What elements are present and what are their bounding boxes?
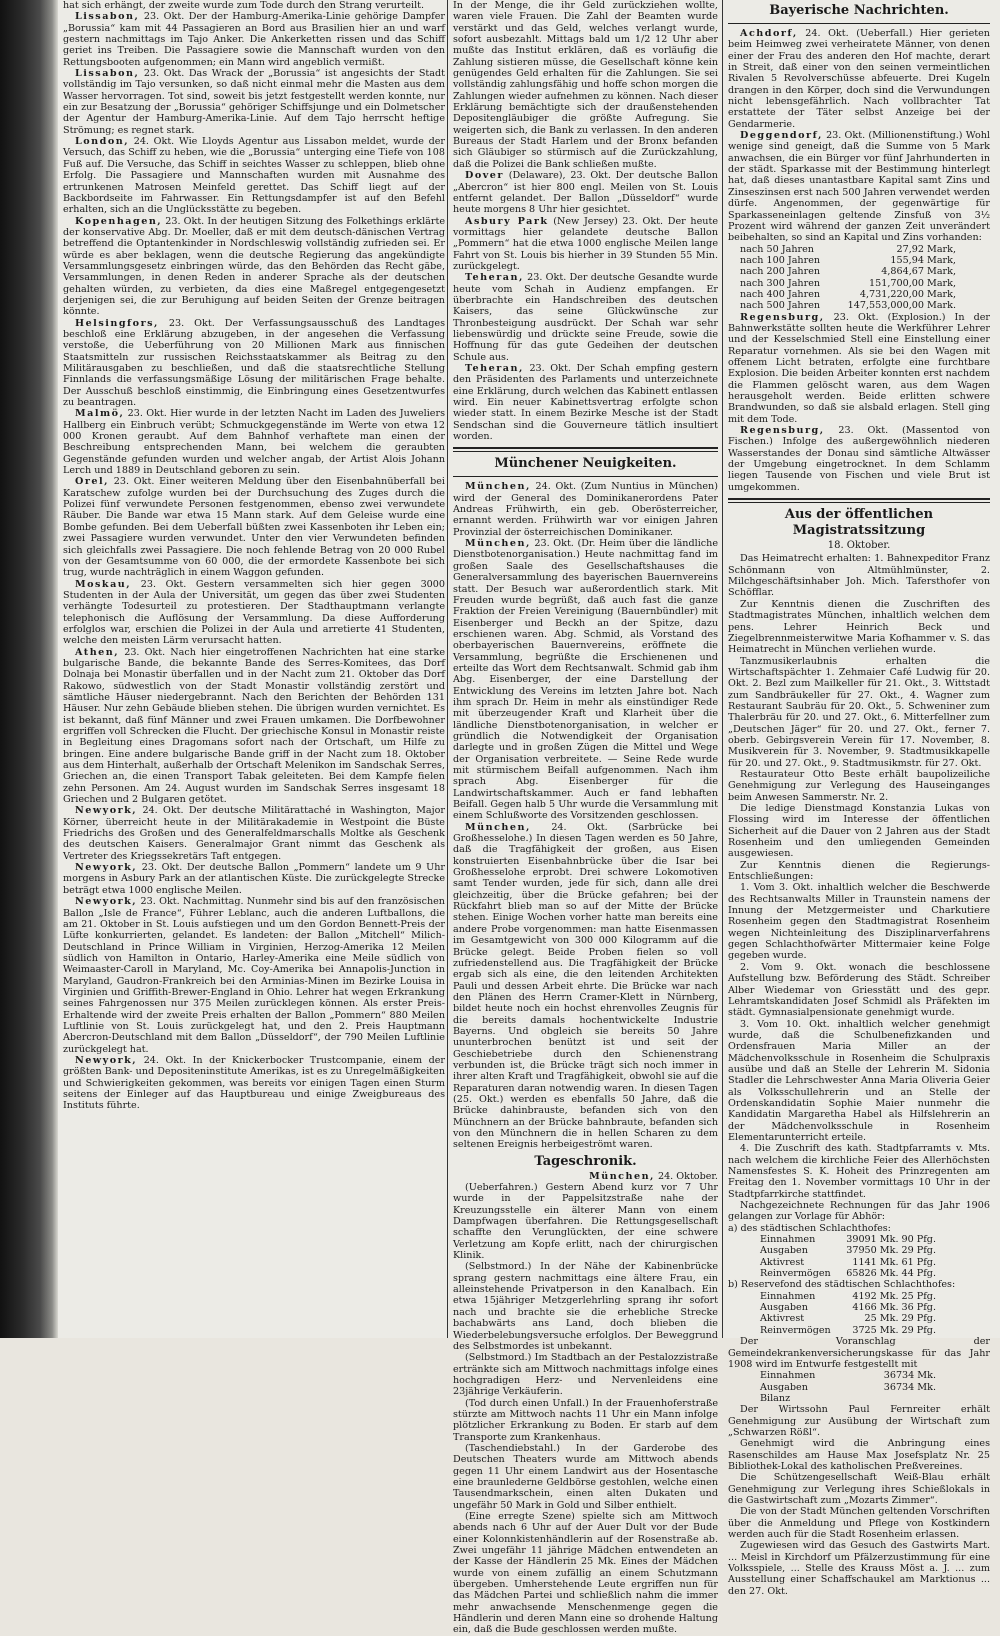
article <box>453 216 718 273</box>
article-text: 3. Vom 10. Okt. inhaltlich welcher genehmigt wurde, daß die Schulbenefizkanden und Ordensfrauen Maria Miller an der Mädchenvolksschule in Rosenheim die Schulpraxis ausübe und daß an Stelle der Lehrerin M. Sidonia Stadler die Lehrschwester Anna Maria Oliveria Geier als Volksschullehrerin und an Stelle der Ordenskandidatin Sophie Maier nunmehr die Kandidatin Margaretha Habel als Hilfslehrerin an der Mädchenvolksschule in Rosenheim Elementarunterricht erteile. <box>728 1018 990 1143</box>
dateline: Kopenhagen, <box>75 215 163 227</box>
article <box>63 896 445 1055</box>
dateline: Deggendorf, <box>740 130 823 142</box>
row-label: nach 50 Jahren <box>740 243 814 255</box>
article-text: Genehmigt wird die Anbringung eines Rasenschildes am Hause Max Josefsplatz Nr. 25 Bibliothek-Lokal des katholischen Preßvereines. <box>728 1438 990 1472</box>
article-text: (Tod durch einen Unfall.) In der Frauenhoferstraße stürzte am Mittwoch nachts 11 Uhr ein Mann infolge plötzlicher Erkrankung zu Boden. Er starb auf dem Transporte zum Krankenhaus. <box>453 1397 718 1443</box>
row-label: Einnahmen <box>760 1234 816 1246</box>
table-row <box>738 266 958 277</box>
row-value: 1141 Mk. 61 Pfg. <box>852 1256 936 1268</box>
dateline: Teheran, <box>465 363 524 374</box>
article <box>63 862 445 896</box>
article-text: 23. Okt. Gestern versammelten sich hier gegen 3000 Studenten in der Aula der Universität, um gegen das über zwei Studenten verhängte Todesurteil zu protestieren. Der Stadthauptmann verlangte telephonisch die Auflösung der Versammlung. Da diese Aufforderung erfolglos war, erschien die Polizei in der Aula und arretierte 41 Studenten, welche den meisten Lärm verursacht hatten. <box>63 578 445 647</box>
article-text: 1. Vom 3. Okt. inhaltlich welcher die Beschwerde des Rechtsanwalts Miller in Traunstein namens der Innung der Metzgermeister und Charkutiere Rosenheim gegen den Stadtmagistrat Rosenheim wegen Nichteinleitung des Disziplinarverfahrens gegen Schlachthofwärter Mittermaier keine Folge gegeben wurde. <box>728 882 990 962</box>
article-text: Der Wirtssohn Paul Fernreiter erhält Genehmigung zur Ausübung der Wirtschaft zum „Schwarzen Rößl“. <box>728 1404 990 1438</box>
article-text: 23. Okt. Nachmittag. Nunmehr sind bis auf den französischen Ballon „Isle de France“, Führer Leblanc, auch die anderen Luftballons, die am 21. Oktober in St. Louis aufstiegen und um den Gordon Bennett-Preis der Lüfte konkurrierten, gelandet. Es landeten: der Ballon „Mitchell“ Milich-Deutschland in Prince William in Virginien, Herzog-Amerika 12 Meilen südlich von Hamilton in Ontario, Harley-Amerika eine Meile südlich von Weimaaster-Caroll in Maryland, Mc. Coy-Amerika bei Annapolis-Junction in Maryland, Gaudron-Frankreich bei den Arminias-Minen im Bezirke Louisa in Virginien und Griffith-Brewer-England in Ohio. Lehrer hat wegen Erkrankung seines Fahrgenossen nur 375 Meilen zurücklegen können. Als erster Preis-Erhaltende wird der zweite Preis erhalten der Ballon „Pommern“ 880 Meilen Luftlinie von St. Louis zurückgelegt hat, und den 2. Preis Hauptmann Abercron-Deutschland mit dem Ballon „Düsseldorf“, der 790 Meilen Luftlinie zurückgelegt hat. <box>63 896 445 1055</box>
article <box>63 1055 445 1112</box>
article <box>728 425 990 493</box>
row-label: nach 300 Jahren <box>740 277 821 289</box>
article <box>453 481 718 538</box>
article-text: 4. Die Zuschrift des kath. Stadtpfarramts v. Mts. nach welchem die kirchliche Feier des Allerhöchsten Namensfestes S. K. Hoheit des Prinzregenten am Freitag den 1. November vormittags 10 Uhr in der Stadtpfarrkirche stattfindet. <box>728 1143 990 1200</box>
article-text: 23. Okt. Der deutsche Gesandte wurde heute vom Schah in Audienz empfangen. Er überbrachte ein Handschreiben des deutschen Kaisers, das seine Glückwünsche zur Thronbesteigung ausdrückt. Der Schah war sehr liebenswürdig und drückte seine Freude, sowie die Hoffnung für das gute Gedeihen der deutschen Schule aus. <box>453 272 718 363</box>
article-text: Die ledige Dienstmagd Konstanzia Lukas von Flossing wird im Interesse der öffentlichen Sicherheit auf die Dauer von 2 Jahren aus der Stadt Rosenheim und den umliegenden Gemeinden ausgewiesen. <box>728 803 990 860</box>
article-text: Nachgezeichnete Rechnungen für das Jahr 1906 gelangen zur Vorlage für Abhör: <box>728 1200 990 1223</box>
table-row <box>758 1291 938 1302</box>
article <box>63 11 445 68</box>
article <box>728 28 990 130</box>
account-table <box>758 1291 938 1336</box>
dateline: Newyork, <box>75 862 138 874</box>
article-text: 23. Okt. Der Schah empfing gestern den Präsidenten des Parlaments und unterzeichnete eine Erklärung, durch welchen das Kabinett entlassen wird. Ein neuer Kabinettsvertrag erfolgte schon wieder statt. In einem Bezirke Mesche ist der Stadt Sendschan sind die Gouverneure tätlich insultiert worden. <box>453 363 718 443</box>
article <box>453 272 718 363</box>
article-text: 23. Okt. Hier wurde in der letzten Nacht im Laden des Juweliers Hallberg ein Einbruch verübt; Schmuckgegenstände im Werte von etwa 12 000 Kronen geraubt. Auf dem Bahnhof verhaftete man einen der Beschreibung entsprechenden Mann, bei welchem die geraubten Gegenstände gefunden wurden und welcher angab, der Artist Alois Johann Lerch und 1889 in Deutschland geboren zu sein. <box>63 408 445 477</box>
dateline: Teheran, <box>465 272 524 284</box>
article-text: 24. Okt. Wie Lloyds Agentur aus Lissabon meldet, wurde der Versuch, das Schiff zu heben, wie die „Borussia“ unterging eine Tiefe von 108 Fuß auf. Die Versuche, das Schiff in seichtes Wasser zu schleppen, blieb ohne Erfolg. Die Passagiere und Mannschaften wurden mit Ausnahme des ertrunkenen Matrosen Meinfeld gerettet. Das Schiff liegt auf der Backbordseite im Fahrwasser. Ein Rettungsdampfer ist auf den Befehl erhalten, sich an die Unglücksstätte zu begeben. <box>63 136 445 216</box>
section-date: 18. Oktober. <box>827 540 891 552</box>
column-3 <box>728 0 990 1597</box>
dateline-row <box>453 1171 718 1182</box>
table-row <box>738 255 958 266</box>
article-text: Zugewiesen wird das Gesuch des Gastwirts Mart. ... Meisl in Kirchdorf um Pfälzerzustimmung für eine Volksspiele, ... Stelle des Krauss Möst a. J. ... zum Ausstellung einer Schaffschaukel am Marktionus ... den 27. Okt. <box>728 1540 990 1597</box>
dateline: München, <box>465 481 531 493</box>
dateline: Lissabon, <box>75 11 140 23</box>
article <box>453 363 718 442</box>
dateline: München, <box>465 821 531 833</box>
table-row <box>758 1393 938 1404</box>
account-table <box>758 1370 938 1404</box>
article <box>63 408 445 476</box>
article <box>728 130 990 243</box>
article <box>63 68 445 136</box>
row-label: Ausgaben <box>760 1302 808 1314</box>
book-binding-shadow <box>0 0 58 1338</box>
table-row <box>758 1302 938 1313</box>
row-value: 36734 Mk. <box>883 1370 936 1382</box>
table-row <box>758 1370 938 1381</box>
dateline: München, <box>465 538 531 550</box>
row-label: Ausgaben <box>760 1245 808 1257</box>
dateline: Newyork, <box>75 896 138 908</box>
section-heading: Tageschronik. <box>534 1153 637 1169</box>
dateline: Newyork, <box>75 805 138 817</box>
dateline: Malmö, <box>75 408 125 420</box>
column-rule <box>722 0 723 1338</box>
article <box>453 170 718 215</box>
article-text: 23. Okt. (Dr. Heim über die ländliche Dienstbotenorganisation.) Heute nachmittag fand im großen Saale des Gesellschaftshauses die Generalversammlung des bayerischen Bauernvereins statt. Der Besuch war außerordentlich stark. Mit Freuden wurde begrüßt, daß auch fast die ganze Fraktion der Freien Vereinigung (Bauernbündler) mit Eisenberger und Beckh an der Spitze, dazu erschienen waren. Abg. Schmid, als Vorstand des oberbayerischen Bauernvereins, eröffnete die Versammlung, begrüßte die Erschienenen und erteilte das Wort dem Rechtsanwalt. Schmid gab ihm Abg. Eisenberger, der eine Darstellung der Entwicklung des Vereins im letzten Jahre bot. Nach ihm sprach Dr. Heim in mehr als einstündiger Rede mit überzeugender Kraft und Klarheit über die ländliche Dienstbotenorganisation, in welcher er gründlich die Notwendigkeit der Organisation darlegte und in großen Zügen die Mittel und Wege der Organisation verbreitete. — Seine Rede wurde mit stürmischem Beifall aufgenommen. Nach ihm sprach Abg. Eisenberger für die Landwirtschaftskammer. Auch er fand lebhaften Beifall. Gegen halb 5 Uhr wurde die Versammlung mit einem Schlußworte des Vorsitzenden geschlossen. <box>453 538 718 822</box>
row-value: 4166 Mk. 36 Pfg. <box>852 1302 936 1314</box>
article <box>63 318 445 409</box>
article-text: Tanzmusikerlaubnis erhalten die Wirtschaftspächter 1. Zehmaier Café Ludwig für 20. Okt. 2. Bezl zum Mailkeller für 21. Okt., 3. Wittstadt zum Sandbräukeller für 27. Okt., 4. Wagner zum Restaurant Saubräu für 20. Okt., 5. Schweniner zum Thalerbräu für 20. und 27. Okt., 6. Mitterfellner zum „Deutschen Jäger“ für 20. und 27. Okt., ferner 7. oberb. Gebirgsverein Verein für 17. November, 8. Musikverein für 3. November, 9. Stadtmusikkapelle für 20. und 27. Okt., 9. Stadtmusikmstr. für 27. Okt. <box>728 655 990 769</box>
article-text: hat sich erhängt, der zweite wurde zum Tode durch den Strang verurteilt. <box>63 0 425 11</box>
row-label: nach 400 Jahren <box>740 288 821 300</box>
article <box>63 805 445 862</box>
table-row <box>738 244 958 255</box>
row-value: 25 Mk. 29 Pfg. <box>864 1313 936 1325</box>
dateline: Dover <box>465 170 504 182</box>
dateline: Asbury Park <box>465 215 549 227</box>
article-text: Die Schützengesellschaft Weiß-Blau erhält Genehmigung zur Verlegung ihres Schießlokals in die Gastwirtschaft zum „Mozarts Zimmer“. <box>728 1472 990 1506</box>
article-text: (Selbstmord.) In der Nähe der Kabinenbrücke sprang gestern nachmittags eine ältere Frau, ein alleinstehende Privatperson in den Kanalbach. Ein etwa 15jähriger Metzgerlehrling sprang ihr sofort nach und brachte sie die erhebliche Strecke bachabwärts ans Land, doch blieben die Wiederbelebungsversuche erfolglos. Der Beweggrund des Selbstmordes ist unbekannt. <box>453 1261 718 1352</box>
article-text: a) des städtischen Schlachthofes: <box>728 1222 891 1234</box>
row-label: Einnahmen <box>760 1290 816 1302</box>
row-value: 151,700,00 Mark, <box>869 277 956 289</box>
article-text: (Delaware), 23. Okt. Der deutsche Ballon „Abercron“ ist hier 800 engl. Meilen von St. Louis entfernt gelandet. Der Ballon „Düsseldorf“ wurde heute morgens 8 Uhr hier gesichtet. <box>453 170 718 216</box>
table-row <box>738 278 958 289</box>
article-text: (Selbstmord.) Im Stadtbach an der Pestalozzistraße ertränkte sich am Mittwoch nachmittags infolge eines hochgradigen Herz- und Nervenleidens eine 23jährige Verkäuferin. <box>453 1352 718 1398</box>
interest-table <box>738 244 958 312</box>
article <box>63 579 445 647</box>
dateline: Regensburg, <box>740 311 825 323</box>
row-value: 147,553,000,00 Mark. <box>847 300 956 312</box>
dateline: Athen, <box>75 646 120 658</box>
article-text: 23. Okt. (Explosion.) In der Bahnwerkstätte sollten heute die Werkführer Lehrer und der Kesselschmied Stell eine Einstellung einer Reparatur vornehmen. Als sie bei den Wagen mit offenem Licht betraten, erfolgte eine furchtbare Explosion. Die beiden Arbeiter konnten erst nachdem die Flammen gelöscht waren, aus dem Wagen herausgeholt werden. Beide erlitten schwere Brandwunden, so daß sie alsbald erlagen. Stell ging mit dem Tode. <box>728 311 990 425</box>
table-row <box>738 289 958 300</box>
dateline: München, <box>589 1170 655 1182</box>
dateline: Helsingfors, <box>75 317 159 329</box>
article-text: 23. Okt. Das Wrack der „Borussia“ ist angesichts der Stadt vollständig im Tajo versunken, so daß nicht einmal mehr die Masten aus dem Wasser hervorragen. Tot sind, soweit bis jetzt festgestellt werden konnte, nur ein zur Besatzung der „Borussia“ gehöriger Schiffsjunge und ein Dolmetscher der Agentur der Hamburg-Amerika-Linie. Auf dem Tajo herrscht heftige Strömung; es regnet stark. <box>63 68 445 136</box>
article <box>728 312 990 425</box>
article-text: 23. Okt. Der der Hamburg-Amerika-Linie gehörige Dampfer „Borussia“ kam mit 44 Passagieren an Bord aus Brasilien hier an und warf gestern nachmittags im Tajo Anker. Die Ankerketten rissen und das Schiff geriet ins Treiben. Die Passagiere sowie die Mannschaft wurden von den Rettungsbooten aufgenommen; ein Mann wird angeblich vermißt. <box>63 11 445 68</box>
article-text: 23. Okt. Der deutsche Ballon „Pommern“ landete um 9 Uhr morgens in Asbury Park an der atlantischen Küste. Die zurückgelegte Strecke beträgt etwa 1000 englische Meilen. <box>63 862 445 896</box>
account-table <box>758 1234 938 1279</box>
article-text: Restaurateur Otto Beste erhält baupolizeiliche Genehmigung zur Verlegung des Hauseinganges beim Anwesen Sammerstr. Nr. 2. <box>728 768 990 803</box>
article-text: 23. Okt. Der Verfassungsausschuß des Landtages beschloß eine Erklärung abzugeben, in der angesehen die Verfassung verstoße, die Ueberführung von 20 Millionen Mark aus finnischen Staatsmitteln zur russischen Reichsstaatskammer als Beitrag zu den Militärausgaben zu beschließen, und daß die staatsrechtliche Stellung Finnlands die verfassungsmäßige Lösung der militärischen Frage behalte. Der Ausschuß beschloß einstimmig, die Einbringung eines Gesetzentwurfes zu beantragen. <box>63 317 445 409</box>
dateline: Lissabon, <box>75 68 140 80</box>
article-text: (Eine erregte Szene) spielte sich am Mittwoch abends nach 6 Uhr auf der Auer Dult vor der Bude einer Kolonnkistenhändlerin auf der Rosenstraße ab. Zwei ungefähr 11 jährige Mädchen entwendeten an der Kasse der Händlerin 25 Mk. Eines der Mädchen wurde von einem zufällig an einem Schutzmann übergeben. Umherstehende Leute ergriffen nun für das Mädchen Partei und schließlich nahm die immer mehr anwachsende Menschenmenge gegen die Händlerin und deren Mann eine so drohende Haltung ein, daß die Bude geschlossen werden mußte. <box>453 1511 718 1636</box>
row-label: Reinvermögen <box>760 1268 831 1280</box>
table-row <box>758 1382 938 1393</box>
row-label: Ausgaben <box>760 1381 808 1393</box>
article <box>63 216 445 318</box>
article-text: 23. Okt. (Massentod von Fischen.) Infolge des außergewöhnlich niederen Wasserstandes der Donau sind sämtliche Altwässer der Umgebung eingetrocknet. In dem Schlamm liegen Tausende von Fischen und viele Brut ist umgekommen. <box>728 425 990 493</box>
section-heading: Münchener Neuigkeiten. <box>494 456 677 472</box>
article <box>453 538 718 822</box>
article-text: Zur Kenntnis dienen die Regierungs-Entschließungen: <box>728 859 990 883</box>
table-row <box>758 1257 938 1268</box>
row-label: Bilanz <box>760 1392 791 1404</box>
article-text: (Taschendiebstahl.) In der Garderobe des Deutschen Theaters wurde am Mittwoch abends gegen 11 Uhr einem Landwirt aus der Hosentasche eine braunlederne Geldbörse gestohlen, welche einen Tausendmarkschein, einen alten Dukaten und ungefähr 50 Mark in Gold und Silber enthielt. <box>453 1442 718 1511</box>
article-text: 23. Okt. Einer weiteren Meldung über den Eisenbahnüberfall bei Karatschew zufolge wurden bei der Durchsuchung des Zuges durch die Polizei fünf verwundete Personen festgenommen, ebenso zwei verwundete Räuber. Die Bande war etwa 15 Mann stark. Auf dem Geleise wurde eine Bombe gefunden. Bei dem Ueberfall büßten zwei Kassenboten ihr Leben ein; zwei Passagiere wurden verwundet. Unter den vier Verwundeten befinden sich gleichfalls zwei Passagiere. Die noch fehlende Betrag von 20 000 Rubel von der Gesamtsumme von 60 000, die der ermordete Kassenbote bei sich trug, wurde nachträglich in einem Waggon gefunden. <box>63 476 445 579</box>
article-text: 24. Okt. (Zum Nuntius in München) wird der General des Dominikanerordens Pater Andreas Frühwirth, ein geb. Oberösterreicher, ernannt werden. Frühwirth war vor einigen Jahren Provinzial der österreichischen Dominikaner. <box>453 481 718 538</box>
article-text: Zur Kenntnis dienen die Zuschriften des Stadtmagistrates München, inhaltlich welchen dem pens. Lehrer Heinrich Beck und Ziegelbrennmeisterwitwe Maria Kofhammer v. S. das Heimatrecht in München verliehen wurde. <box>728 598 990 656</box>
table-row <box>758 1313 938 1324</box>
section-divider <box>728 498 990 503</box>
section-divider <box>453 447 718 452</box>
article-text: b) Reservefond des städtischen Schlachthofes: <box>728 1279 956 1291</box>
article-text: 23. Okt. (Millionenstiftung.) Wohl wenige sind geneigt, daß die Summe von 5 Mark anwachsen, die ein Bürger vor fünf Jahrhunderten in der städt. Sparkasse mit der Bestimmung hinterlegt hat, daß dieses unantastbare Kapital samt Zins und Zinseszinsen erst nach 500 Jahren verwendet werden dürfe. Angenommen, der gegenwärtige für Sparkasseneinlagen geltende Zinsfuß von 3½ Prozent wird während der ganzen Zeit unverändert beibehalten, so sind an Kapital und Zins vorhanden: <box>728 130 990 244</box>
article-text: 2. Vom 9. Okt. wonach die beschlossene Aufstellung bzw. Beförderung des Städt. Schreiber Alber Wiedemar von Griesstätt und des gepr. Lehramtskandidaten Josef Schmidl als Präfekten im städt. Gymnasialpensionate genehmigt wurde. <box>728 961 990 1019</box>
row-label: nach 500 Jahren <box>740 300 821 312</box>
table-row <box>758 1245 938 1256</box>
article <box>63 136 445 215</box>
article-text: Der Voranschlag der Gemeindekrankenversicherungskasse für das Jahr 1908 wird im Entwurfe festgestellt mit <box>728 1336 990 1370</box>
table-row <box>758 1325 938 1336</box>
row-value <box>850 1393 938 1404</box>
row-label: Aktivrest <box>760 1256 805 1268</box>
article-text: (New Jersey) 23. Okt. Der heute vormittags hier gelandete deutsche Ballon „Pommern“ hat die etwa 1000 englische Meilen lange Fahrt von St. Louis bis hierher in 39 Stunden 55 Min. zurückgelegt. <box>453 215 718 272</box>
row-label: Reinvermögen <box>760 1324 831 1336</box>
row-value: 4,731,220,00 Mark, <box>859 288 956 300</box>
row-value: 3725 Mk. 29 Pfg. <box>852 1324 936 1336</box>
row-label: nach 100 Jahren <box>740 254 821 266</box>
article <box>63 647 445 806</box>
row-value: 36734 Mk. <box>883 1381 936 1393</box>
article-text: 24. Okt. (Ueberfall.) Hier gerieten beim Heimweg zwei verheiratete Männer, von denen einer der Frau des anderen den Hof machte, derart in Streit, daß einer von den seinen vermeintlichen Rivalen 5 Revolverschüsse abfeuerte. Drei Kugeln drangen in den Körper, doch sind die Verwundungen nicht lebensgefährlich. Nach vollbrachter Tat erstattete der Täter selbst Anzeige bei der Gendarmerie. <box>728 28 990 130</box>
dateline: Achdorf, <box>740 28 798 39</box>
article-text: 24. Okt. (Sarbrücke bei Großhesselohe.) In diesen Tagen werden es 50 Jahre, daß die Tragfähigkeit der großen, aus Eisen konstruierten Eisenbahnbrücke über die Isar bei Großhesselohe erprobt. Drei schwere Lokomotiven samt Tender wurden, jede für sich, dann alle drei gleichzeitig, über die Brücke gefahren; bei der Rückfahrt blieb man so auf der Mitte der Brücke stehen. Einige Wochen vorher hatte man bereits eine andere Probe vorgenommen: man hatte Eisenmassen im Gesamtgewicht von 300 000 Kilogramm auf die Brücke gelegt. Beide Proben fielen so voll zufriedenstellend aus. Die Tragfähigkeit der Brücke ergab sich als eine, die den leitenden Architekten Pauli und dessen Arbeit ehrte. Die Brücke war nach den Plänen des Herrn Cramer-Klett in Nürnberg, bildet heute noch ein hochst ehrenvolles Zeugnis für die bereits damals hochentwickelte Industrie Bayerns. Und obgleich sie bereits 50 Jahre ununterbrochen benützt ist und seit der Geschiebetriebe durch den Schienenstrang verbunden ist, die Brücke trägt sich noch immer in ihrer alten Kraft und Tragfähigkeit, obwohl sie auf die Reparaturen daran notwendig waren. In diesen Tagen (25. Okt.) werden es ebenfalls 50 Jahre, daß die Brücke dahinbrauste, befanden sich von den Münchnern an der Brücke bahnbraute, befanden sich von den Münchnern die in hellen Scharen zu dem seltenen Ereignis herbeigeströmt waren. <box>453 821 718 1151</box>
article-text: 24. Okt. Der deutsche Militärattaché in Washington, Major Körner, überreicht heute in der Militärakademie in Westpoint die Büste Friedrichs des Großen und des Generalfeldmarschalls Moltke als Geschenk des deutschen Kaisers. Generalmajor Grant nimmt das Geschenk als Vertreter des Kriegssekretärs Taft entgegen. <box>63 805 445 862</box>
column-2 <box>453 0 718 1636</box>
date-text: 24. Oktober. <box>657 1170 718 1182</box>
row-label: Einnahmen <box>760 1370 816 1382</box>
divider <box>728 23 990 24</box>
article <box>453 822 718 1151</box>
article-text: 23. Okt. Nach hier eingetroffenen Nachrichten hat eine starke bulgarische Bande, die bekannte Bande des Serres-Komitees, das Dorf Dolnaja bei Monastir überfallen und in der Nacht zum 21. Oktober das Dorf Rakowo, südwestlich von der Stadt Monastir vollständig zerstört und sämtliche Häuser niedergebrannt. Nach den Berichten der Behörden 131 Häuser. Nur zehn Gebäude blieben stehen. Die übrigen wurden vernichtet. Es ist bekannt, daß fünf Männer und zwei Frauen umkamen. Die Dorfbewohner ergriffen voll Schrecken die Flucht. Der griechische Konsul in Monastir reiste in Begleitung eines Dragomans sofort nach der Ortschaft, um Hilfe zu bringen. Eine andere bulgarische Bande griff in der Nacht zum 18. Oktober aus dem Hinterhalt, außerhalb der Ortschaft Melenikon im Sandschak Serres, Griechen an, die einen Transport Tabak geleiteten. Bei dem Kampfe fielen zehn Personen. Am 24. August wurden im Sandschak Serres insgesamt 18 Griechen und 2 Bulgaren getötet. <box>63 646 445 806</box>
article <box>63 476 445 578</box>
row-value: 27,92 Mark, <box>896 243 956 255</box>
article-text: 23. Okt. In der heutigen Sitzung des Folkethings erklärte der konservative Abg. Dr. Moeller, daß er mit dem deutsch-dänischen Vertrag betreffend die Optantenkinder in Nordschleswig vollständig zufrieden sei. Er würde es aber beklagen, wenn die deutsche Regierung das angekündigte Versammlungsgesetz einbringen würde, das den Behörden das Recht gäbe, Versammlungen, in denen Reden in anderer Sprache als der deutschen gehalten würden, zu verbieten, da dies eine Maßregel entgegengesetzt derjenigen sei, die zur Beruhigung auf beiden Seiten der Grenze beitragen könnte. <box>63 215 445 318</box>
table-row <box>758 1268 938 1279</box>
column-rule <box>447 0 448 1338</box>
dateline: Newyork, <box>75 1054 138 1066</box>
dateline: Orel, <box>75 476 109 488</box>
row-value: 4,864,67 Mark, <box>881 266 956 278</box>
dateline: Moskau, <box>75 578 132 590</box>
column-1 <box>63 0 445 1338</box>
row-value: 39091 Mk. 90 Pfg. <box>846 1234 936 1246</box>
divider <box>453 476 718 477</box>
section-heading: Bayerische Nachrichten. <box>769 3 949 18</box>
table-row <box>738 300 958 311</box>
article-text: (Ueberfahren.) Gestern Abend kurz vor 7 Uhr wurde in der Pappelsitzstraße nahe der Kreuzungsstelle ein älterer Mann von einem Dampfwagen überfahren. Die Rettungsgesellschaft schaffte den Verunglückten, der eine schwere Verletzung am Kopfe erlitt, nach der chirurgischen Klinik. <box>453 1182 718 1262</box>
dateline: London, <box>75 136 130 148</box>
row-value: 4192 Mk. 25 Pfg. <box>852 1290 936 1302</box>
row-value: 37950 Mk. 29 Pfg. <box>846 1245 936 1257</box>
section-heading: Aus der öffentlichen Magistratssitzung <box>784 507 934 539</box>
article-text: In der Menge, die ihr Geld zurückziehen wollte, waren viele Frauen. Die Zahl der Beamten wurde verstärkt und das Geld, welches verlangt wurde, sofort ausbezahlt. Mittags bald um 1/2 12 Uhr aber mußte das Institut erklären, daß es vorläufig die Zahlung sistieren müsse, die Gesellschaft könne kein genügendes Geld erhalten für die Zahlungen. Sie sei vollständig zahlungsfähig und hoffe schon morgen die Zahlungen wieder aufnehmen zu können. Nach dieser Erklärung bemächtigte sich der draußenstehenden Depositengläubiger die größte Aufregung. Sie weigerten sich, die Bank zu verlassen. In den anderen Bureaus der Stadt Harlem und der Bronx befanden sich Gläubiger so stürmisch auf die Zurückzahlung, daß die Polizei die Bank schließen mußte. <box>453 0 718 170</box>
article-text: Das Heimatrecht erhalten: 1. Bahnexpeditor Franz Schönmann von Altmühlmünster, 2. Milchgeschäftsinhaber Joh. Mich. Tafersthofer von Schöfflar. <box>728 553 990 599</box>
row-value: 155,94 Mark, <box>890 254 956 266</box>
row-value: 65826 Mk. 44 Pfg. <box>846 1268 936 1280</box>
article-text: Die von der Stadt München geltenden Vorschriften über die Anmeldung und Pflege von Kostkindern werden auch für die Stadt Rosenheim erlassen. <box>728 1506 990 1540</box>
table-row <box>758 1234 938 1245</box>
dateline: Regensburg, <box>740 425 825 437</box>
article-text: 24. Okt. In der Knickerbocker Trustcompanie, einem der größten Bank- und Depositeninstitute Amerikas, ist es zu Unregelmäßigkeiten und Schwierigkeiten gekommen, was bereits vor einigen Tagen einen Sturm seitens der Einleger auf das Hauptbureau und einige Zweigbureaus des Instituts führte. <box>63 1054 446 1112</box>
row-label: Aktivrest <box>760 1313 805 1325</box>
row-label: nach 200 Jahren <box>740 266 821 278</box>
